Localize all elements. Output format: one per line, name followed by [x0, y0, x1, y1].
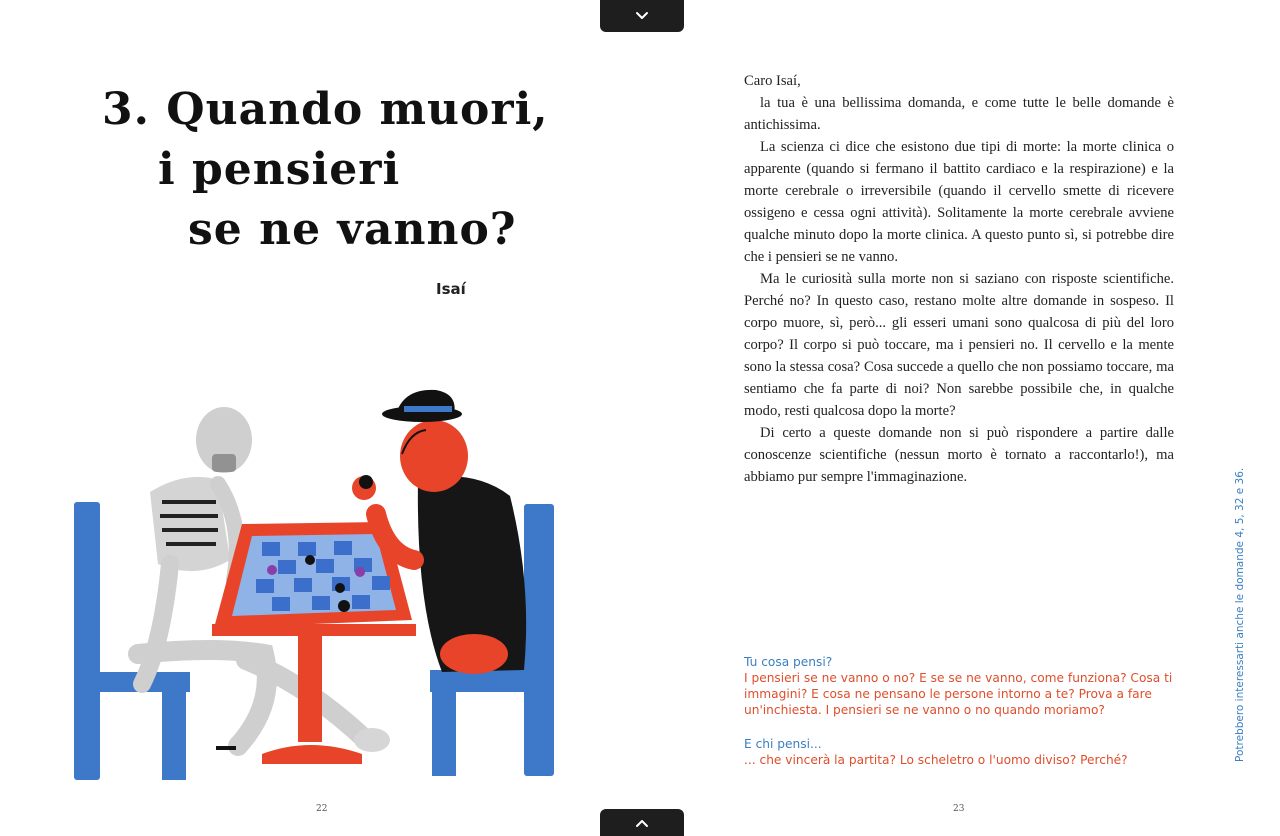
chapter-title [102, 80, 549, 260]
chess-game-illustration [66, 384, 566, 784]
think-heading: Tu cosa pensi? [744, 655, 833, 669]
letter-paragraph: Ma le curiosità sulla morte non si saziano con risposte scientifiche. Perché no? In questo caso, restano molte altre domande in sospeso. Il corpo muore, sì, però... gli esseri umani sono qualcosa di più del loro corpo? Il corpo si può toccare, ma i pensieri no. Il cervello e la mente sono la stessa cosa? Cosa succede a quello che non possiamo toccare, ma sentiamo che fa parte di noi? Non sarebbe possibile che, in qualche modo, resti qualcosa dopo la morte? [744, 271, 1174, 419]
related-questions-note: Potrebbero interessarti anche le domande 4, 5, 32 e 36. [1234, 467, 1246, 762]
title-line-3: se ne vanno? [188, 204, 517, 255]
think-box-1 [744, 654, 1184, 718]
expand-toolbar-button[interactable] [600, 809, 684, 836]
think-body: I pensieri se ne vanno o no? E se se ne vanno, come funziona? Cosa ti immagini? E cosa ne pensano le persone intorno a te? Prova a fare un'inchiesta. I pensieri se ne vanno o no quando moriamo? [744, 671, 1173, 717]
letter-paragraph: La scienza ci dice che esistono due tipi di morte: la morte clinica o apparente (quando si fermano il battito cardiaco e la respirazione) e la morte cerebrale o irreversibile (quando il cervello smette di ricevere ossigeno e cessa ogni attività). Solitamente la morte cerebrale avviene qualche minuto dopo la morte clinica. A questo punto sì, si potrebbe dire che i pensieri se ne vanno. [744, 139, 1174, 265]
letter-paragraph: la tua è una bellissima domanda, e come tutte le belle domande è antichissima. [744, 95, 1174, 133]
title-line-2: i pensieri [158, 144, 401, 195]
chevron-up-icon [635, 818, 649, 828]
letter-body [744, 70, 1174, 488]
letter-paragraph: Di certo a queste domande non si può rispondere a partire dalle conoscenze scientifiche (nessun morto è tornato a raccontarlo!), ma abbiamo pur sempre l'immaginazione. [744, 425, 1174, 485]
think-box-2 [744, 736, 1184, 768]
right-page [640, 0, 1280, 836]
question-author: Isaí [436, 280, 466, 298]
title-line-1: 3. Quando muori, [102, 84, 549, 135]
page-number-right: 23 [953, 804, 965, 814]
page-number-left: 22 [316, 804, 328, 814]
think-heading: E chi pensi... [744, 737, 822, 751]
think-body: ... che vincerà la partita? Lo scheletro o l'uomo diviso? Perché? [744, 753, 1128, 767]
letter-salutation: Caro Isaí, [744, 73, 801, 89]
